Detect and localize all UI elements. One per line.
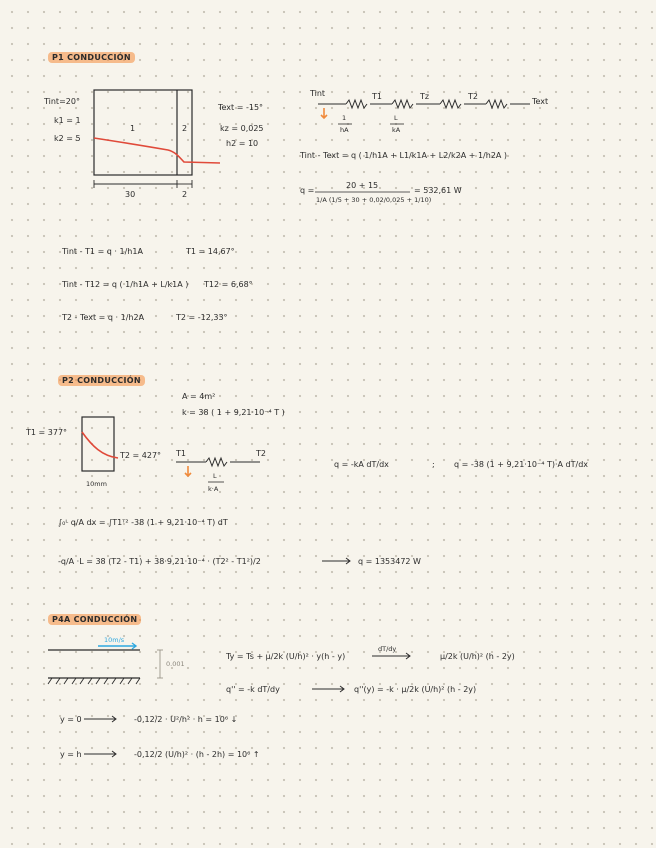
p1-net-r1-den: hA	[340, 126, 349, 134]
p2-net-t2: T2	[256, 449, 266, 458]
p1-temp-res-2: T12 = 6,68°	[204, 280, 253, 289]
p1-h2-label: h2 = 10	[226, 139, 259, 148]
p1-net-r1-num: 1	[342, 114, 347, 122]
p4-arrow-label: dT/dy	[378, 645, 397, 653]
p2-net-t1: T1	[176, 449, 186, 458]
p2-t2: T2 = 427°	[120, 451, 162, 460]
p4-header: P4A CONDUCCIÓN	[48, 614, 141, 625]
p1-net-r2-num: L	[394, 114, 398, 122]
p2-header: P2 CONDUCCIÓN	[58, 375, 145, 386]
p4-y0-result: -0,12/2 · U²/h² · h = 10⁶ ↓	[134, 715, 238, 724]
p1-temp-res-3: T2 = -12,33°	[176, 313, 228, 322]
p1-region1-label: 1	[130, 124, 136, 133]
p1-eq-q-den: 1/A (1/5 + 30 + 0,02/0,025 + 1/10)	[316, 196, 432, 204]
p1-net-tint: Tint	[310, 89, 326, 98]
p4-gap: 0.001	[166, 660, 185, 668]
p1-net-t1: T1	[372, 92, 382, 101]
p4-y0: y = 0	[60, 715, 82, 724]
p2-integral: ∫₀ᴸ q/A dx = ∫T1ᵀ² -38 (1 + 9,21·10⁻⁴ T) dT	[58, 518, 228, 527]
p1-eq-q-num: 20 + 15	[346, 181, 379, 190]
p1-net-t2: Tz	[420, 92, 430, 101]
p1-temp-eq-3: T2 - Text = q · 1/h2A	[62, 313, 145, 322]
p2-net-den: k·A	[208, 485, 219, 493]
p1-text-label: Text = -15°	[218, 103, 264, 112]
p1-eq-q-result: = 532,61 W	[414, 186, 462, 195]
p2-t1: T1 = 377°	[26, 428, 68, 437]
p1-tint-label: Tint=20°	[44, 97, 80, 106]
p2-semicolon: ;	[432, 460, 435, 469]
p1-k2-label: k2 = 5	[54, 134, 81, 143]
p2-fourier: q = -kA dT/dx	[334, 460, 389, 469]
p1-w1-label: 30	[125, 190, 136, 199]
p1-region2-label: 2	[182, 124, 188, 133]
p2-result: q = 1353472 W	[358, 557, 421, 566]
p4-eq1-result: μ/2k (U/h)² (h - 2y)	[440, 652, 515, 661]
p2-net-num: L	[213, 472, 217, 480]
p1-w2-label: 2	[182, 190, 188, 199]
p4-velocity: 10m/s	[104, 636, 125, 644]
p1-temp-eq-1: Tint - T1 = q · 1/h1A	[62, 247, 143, 256]
p1-eq-q-symbol: q =	[300, 186, 315, 195]
p1-net-r2-den: kA	[392, 126, 401, 134]
p4-eq2-result: q''(y) = -k · μ/2k (U/h)² (h - 2y)	[354, 685, 477, 694]
p4-eq2: q'' = -k dT/dy	[226, 685, 280, 694]
p1-kz-label: kz = 0,025	[220, 124, 264, 133]
p4-yh: y = h	[60, 750, 82, 759]
p4-eq1: Ty = Ts + μ/2k (U/h)² · y(h - y)	[226, 652, 346, 661]
p2-thickness: 10mm	[86, 480, 107, 488]
p1-temp-res-1: T1 = 14,67°	[186, 247, 235, 256]
p1-header: P1 CONDUCCIÓN	[48, 52, 135, 63]
p1-net-text: Text	[532, 97, 549, 106]
p2-k: k = 38 ( 1 + 9,21·10⁻⁴ T )	[182, 408, 285, 417]
p2-fourier2: q = -38 (1 + 9,21·10⁻⁴ T)·A dT/dx	[454, 460, 589, 469]
p1-eq-sum: Tint - Text = q ( 1/h1A + L1/k1A + L2/k2A + 1/h2A )	[300, 151, 508, 160]
p4-yh-result: -0,12/2 (U/h)² · (h - 2h) = 10⁶ ↑	[134, 750, 260, 759]
p1-k1-label: k1 = 1	[54, 116, 81, 125]
p2-result-left: -q/A ·L = 38 (T2 - T1) + 38·9,21·10⁻⁴ · (T2² - T1²)/2	[58, 557, 261, 566]
p1-temp-eq-2: Tint - T12 = q ( 1/h1A + L/k1A )	[62, 280, 189, 289]
p2-area: A = 4m²	[182, 392, 216, 401]
p1-net-t3: T2	[468, 92, 478, 101]
